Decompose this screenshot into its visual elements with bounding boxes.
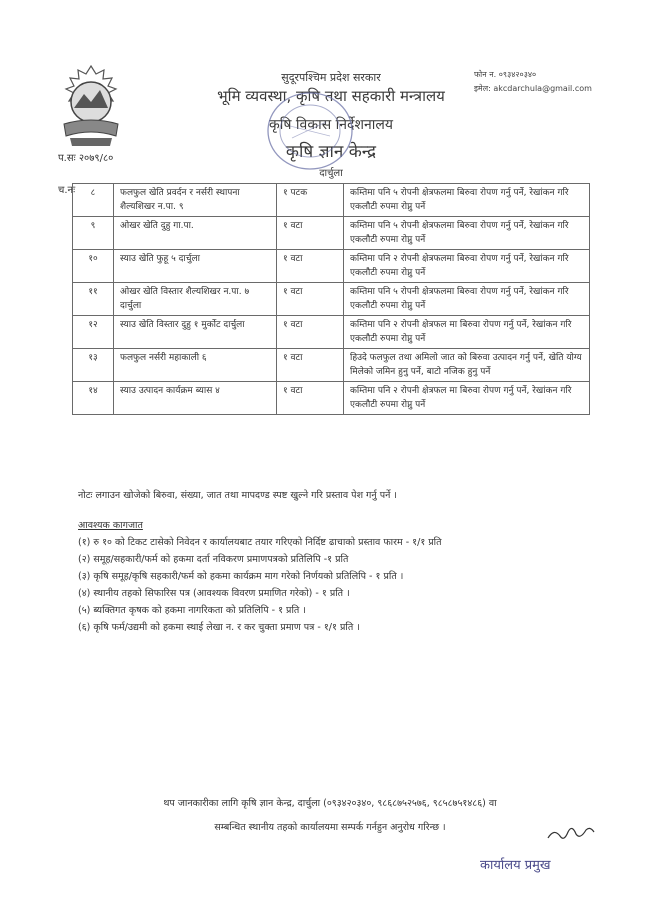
serial-number-cell: ८	[73, 184, 114, 217]
remark-cell: कम्तिमा पनि २ रोपनी क्षेत्रफलमा बिरुवा रोपण गर्नु पर्ने, रेखांकन गरि एकलौटी रुपमा रोप्नु पर्ने	[344, 250, 590, 283]
serial-number-cell: ९	[73, 217, 114, 250]
footer-contact	[78, 792, 582, 840]
footer-line-1: थप जानकारीका लागि कृषि ज्ञान केन्द्र, दार्चुला (०९३४२०३४०, ९८६८७५२५७६, ९८५८७५१४८६) वा	[163, 798, 497, 809]
program-cell: ओखर खेति विस्तार शैल्यशिखर न.पा. ७ दार्चुला	[114, 283, 277, 316]
serial-number-cell: १३	[73, 349, 114, 382]
program-table	[72, 183, 590, 415]
quantity-cell: १ वटा	[277, 283, 344, 316]
program-cell: फलफुल नर्सरी महाकाली ६	[114, 349, 277, 382]
ministry-name: भूमि व्यवस्था, कृषि तथा सहकारी मन्त्रालय	[217, 87, 445, 105]
footer-line-2: सम्बन्धित स्थानीय तहको कार्यालयमा सम्पर्क गर्नहुन अनुरोध गरिन्छ ।	[214, 822, 446, 833]
document-item: (५) ब्यक्तिगत कृषक को हकमा नागरिकता को प्रतिलिपि - १ प्रति ।	[78, 605, 306, 616]
quantity-cell: १ वटा	[277, 217, 344, 250]
required-documents	[78, 517, 578, 636]
serial-number-cell: १०	[73, 250, 114, 283]
contact-block	[474, 68, 592, 96]
quantity-cell: १ वटा	[277, 316, 344, 349]
office-chief-title: कार्यालय प्रमुख	[480, 858, 551, 873]
table-row	[73, 316, 590, 349]
office-stamp-icon	[260, 86, 360, 176]
document-item: (४) स्थानीय तहको सिफारिस पत्र (आवश्यक विवरण प्रमाणित गरेको) - १ प्रति ।	[78, 588, 350, 599]
directorate-name: कृषि विकास निर्देशनालय	[269, 117, 393, 133]
table-row	[73, 283, 590, 316]
office-location: दार्चुला	[319, 168, 343, 179]
dispatch-number: च.नः	[58, 185, 76, 196]
serial-number-cell: ११	[73, 283, 114, 316]
email-address: इमेल: akcdarchula@gmail.com	[474, 84, 592, 93]
program-cell: ओखर खेति दुहु गा.पा.	[114, 217, 277, 250]
table-row	[73, 349, 590, 382]
remark-cell: कम्तिमा पनि ५ रोपनी क्षेत्रफलमा बिरुवा रोपण गर्नु पर्ने, रेखांकन गरि एकलौटी रुपमा रोप्नु पर्ने	[344, 217, 590, 250]
required-documents-title: आवश्यक कागजात	[78, 520, 143, 531]
document-item: (६) कृषि फर्म/उद्यमी को हकमा स्थाई लेखा न. र कर चुक्ता प्रमाण पत्र - १/१ प्रति ।	[78, 622, 360, 633]
letter-reference-number: प.सः २०७९/८०	[58, 153, 114, 164]
quantity-cell: १ पटक	[277, 184, 344, 217]
document-item: (३) कृषि समूह/कृषि सहकारी/फर्म को हकमा कार्यक्रम माग गरेको निर्णयको प्रतिलिपि - १ प्रति ।	[78, 571, 404, 582]
remark-cell: कम्तिमा पनि २ रोपनी क्षेत्रफल मा बिरुवा रोपण गर्नु पर्ने, रेखांकन गरि एकलौटी रुपमा रोप्नु पर्ने	[344, 382, 590, 415]
serial-number-cell: १२	[73, 316, 114, 349]
quantity-cell: १ वटा	[277, 349, 344, 382]
quantity-cell: १ वटा	[277, 382, 344, 415]
quantity-cell: १ वटा	[277, 250, 344, 283]
signature-icon	[546, 820, 596, 848]
program-cell: स्याउ खेति फुहू ५ दार्चुला	[114, 250, 277, 283]
note: नोटः लगाउन खोजेको बिरुवा, संख्या, जात तथा मापदण्ड स्पष्ट खुल्ने गरि प्रस्ताव पेश गर्नु पर्ने ।	[78, 490, 397, 501]
document-item: (१) रु १० को टिकट टासेको निवेदन र कार्यालयबाट तयार गरिएको निर्दिष्ट ढाचाको प्रस्ताव फारम - १/१ प्रति	[78, 537, 442, 548]
remark-cell: कम्तिमा पनि ५ रोपनी क्षेत्रफलमा बिरुवा रोपण गर्नु पर्ने, रेखांकन गरि एकलौटी रुपमा रोप्नु पर्ने	[344, 184, 590, 217]
program-cell: स्याउ खेति विस्तार दुहु १ मुर्कोट दार्चुला	[114, 316, 277, 349]
remark-cell: कम्तिमा पनि ५ रोपनी क्षेत्रफलमा बिरुवा रोपण गर्नु पर्ने, रेखांकन गरि एकलौटी रुपमा रोप्नु पर्ने	[344, 283, 590, 316]
serial-number-cell: १४	[73, 382, 114, 415]
province-government: सुदूरपश्चिम प्रदेश सरकार	[281, 71, 381, 84]
table-row	[73, 184, 590, 217]
document-item: (२) समूह/सहकारी/फर्म को हकमा दर्ता नविकरण प्रमाणपत्रको प्रतिलिपि -१ प्रति	[78, 554, 349, 565]
phone-number: फोन न. ०९३४२०३४०	[474, 70, 537, 79]
program-cell: फलफुल खेति प्रवर्दन र नर्सरी स्थापना शैल्यशिखर न.पा. ९	[114, 184, 277, 217]
program-cell: स्याउ उत्पादन कार्यक्रम ब्यास ४	[114, 382, 277, 415]
remark-cell: हिउदे फलफुल तथा अमिलो जात को बिरुवा उत्पादन गर्नु पर्ने, खेति योग्य मिलेको जमिन हुनु पर्ने, बाटो नजिक हुनु पर्ने	[344, 349, 590, 382]
table-row	[73, 250, 590, 283]
table-row	[73, 382, 590, 415]
office-name: कृषि ज्ञान केन्द्र	[285, 142, 377, 162]
remark-cell: कम्तिमा पनि २ रोपनी क्षेत्रफल मा बिरुवा रोपण गर्नु पर्ने, रेखांकन गरि एकलौटी रुपमा रोप्नु पर्ने	[344, 316, 590, 349]
table-row	[73, 217, 590, 250]
